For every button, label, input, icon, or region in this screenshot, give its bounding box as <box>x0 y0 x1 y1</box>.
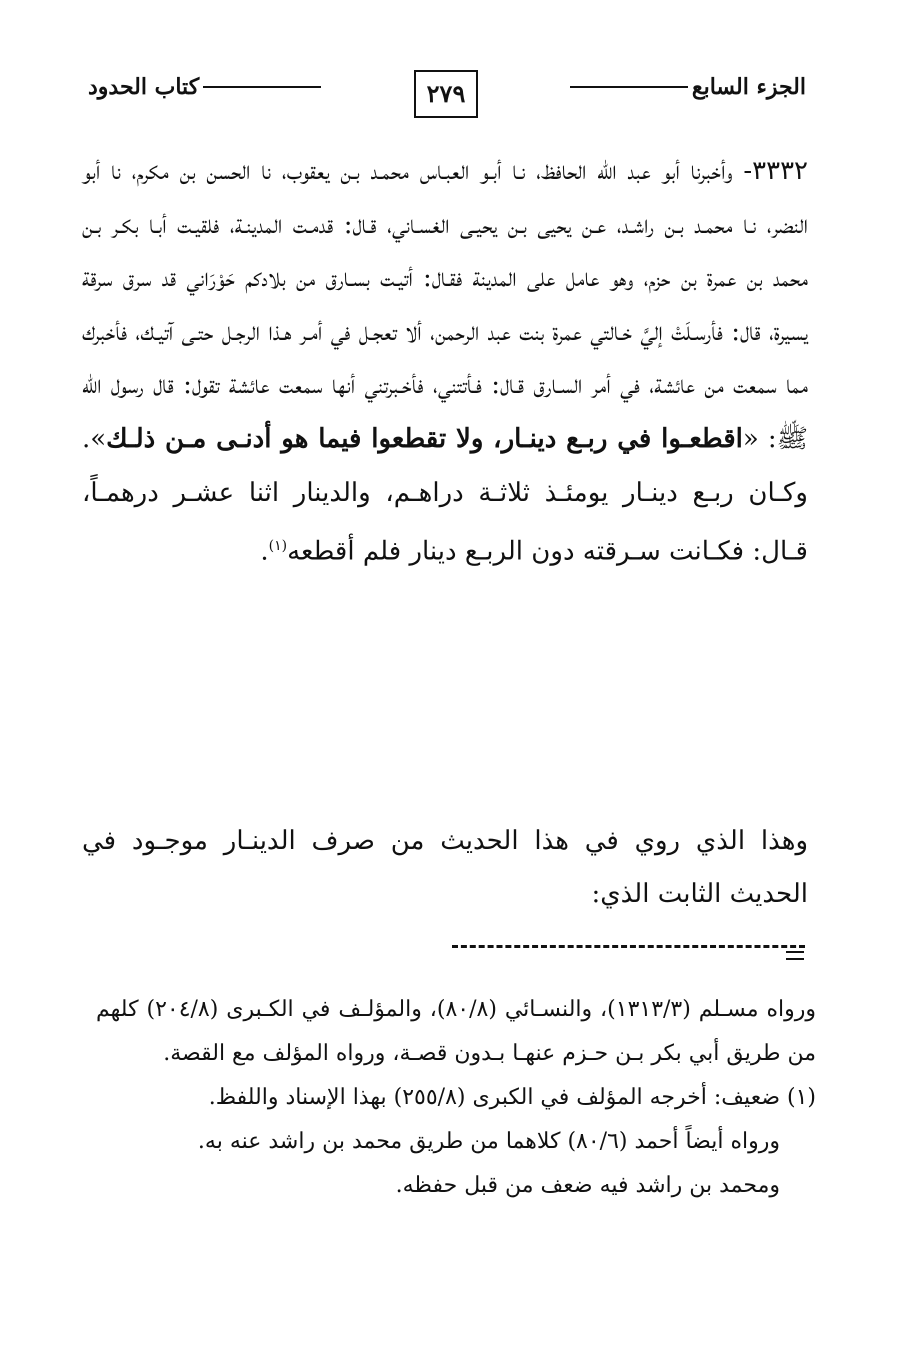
footnote-1: (١) ضعيف: أخرجه المؤلف في الكبرى (٢٥٥/٨) بهذا الإسناد واللفظ. <box>208 1085 816 1110</box>
volume-label: الجزء السابع <box>691 74 806 100</box>
hadith-end: . <box>260 536 269 567</box>
running-header <box>88 70 806 120</box>
volume-label-group <box>566 74 806 100</box>
footnote-1-line2: ورواه أيضاً أحمد (٨٠/٦) كلاهما من طريق محمد بن راشد عنه به. <box>197 1129 780 1154</box>
hadith-part1: ٣٣٣٢- وأخبرنا أبو عبد الله الحافظ، نـا أبـو العبـاس محمـد بـن يعقوب، نا الحسن بن مكرم، نا أبو النضر، نـا محمـد بـن راشـد، عـن يحيى بـن يحيـى الغسـاني، قـال: قدمـت المدينـة، فلقيـت أبـا بكـر بـن محمد بن عمرة بن حزم، وهو عامل على المدينة فقـال: أتيـت بسـارق من بلادكم حَوْرَاني قد سرق سرقة يسيرة، قال: فأرسـلَتْ إليَّ خـالتي عمرة بنت عبد الرحمن، ألا تعجـل في أمـر هـذا الرجـل حتـى آتيـك، فأخبرك مما سمعت من عائشة، في أمر السـارق قـال: فـأتتني، فأخـبرتني أنها سمعت عائشة تقول: قال رسول الله ﷺ: « <box>82 156 809 454</box>
footnote-1-line3: ومحمد بن راشد فيه ضعف من قبل حفظه. <box>395 1173 780 1198</box>
book-title: كتاب الحدود <box>88 74 200 100</box>
footnote-separator-mark <box>786 951 804 960</box>
footnote-marker: (١) <box>268 538 288 555</box>
hadith-part2: ». وكـان ربـع دينـار يومئـذ ثلاثـة دراهـم، والدينار اثنا عشـر درهمـاً، قـال: فكـانت سـرقته دون الربـع دينار فلم أقطعه <box>82 423 808 567</box>
book-title-group <box>88 74 325 100</box>
hadith-quote: اقطعـوا في ربـع دينـار، ولا تقطعوا فيما هو أدنـى مـن ذلـك <box>106 423 743 454</box>
page-number: ٢٧٩ <box>414 70 478 118</box>
footnote-continuation: ورواه مسـلم (١٣١٣/٣)، والنسـائي (٨٠/٨)، والمؤلـف في الكـبرى (٢٠٤/٨) كلهم من طريق أبي بكر بـن حـزم عنهـا بـدون قصـة، ورواه المؤلف مع القصة. <box>96 997 816 1066</box>
hadith-text <box>82 145 808 579</box>
footnotes <box>96 988 816 1208</box>
commentary-paragraph: وهذا الذي روي في هذا الحديث من صرف الدينـار موجـود في الحديث الثابت الذي: <box>82 826 808 909</box>
header-rule-left <box>203 86 321 88</box>
footnote-separator <box>452 945 805 948</box>
header-rule-right <box>570 86 688 88</box>
